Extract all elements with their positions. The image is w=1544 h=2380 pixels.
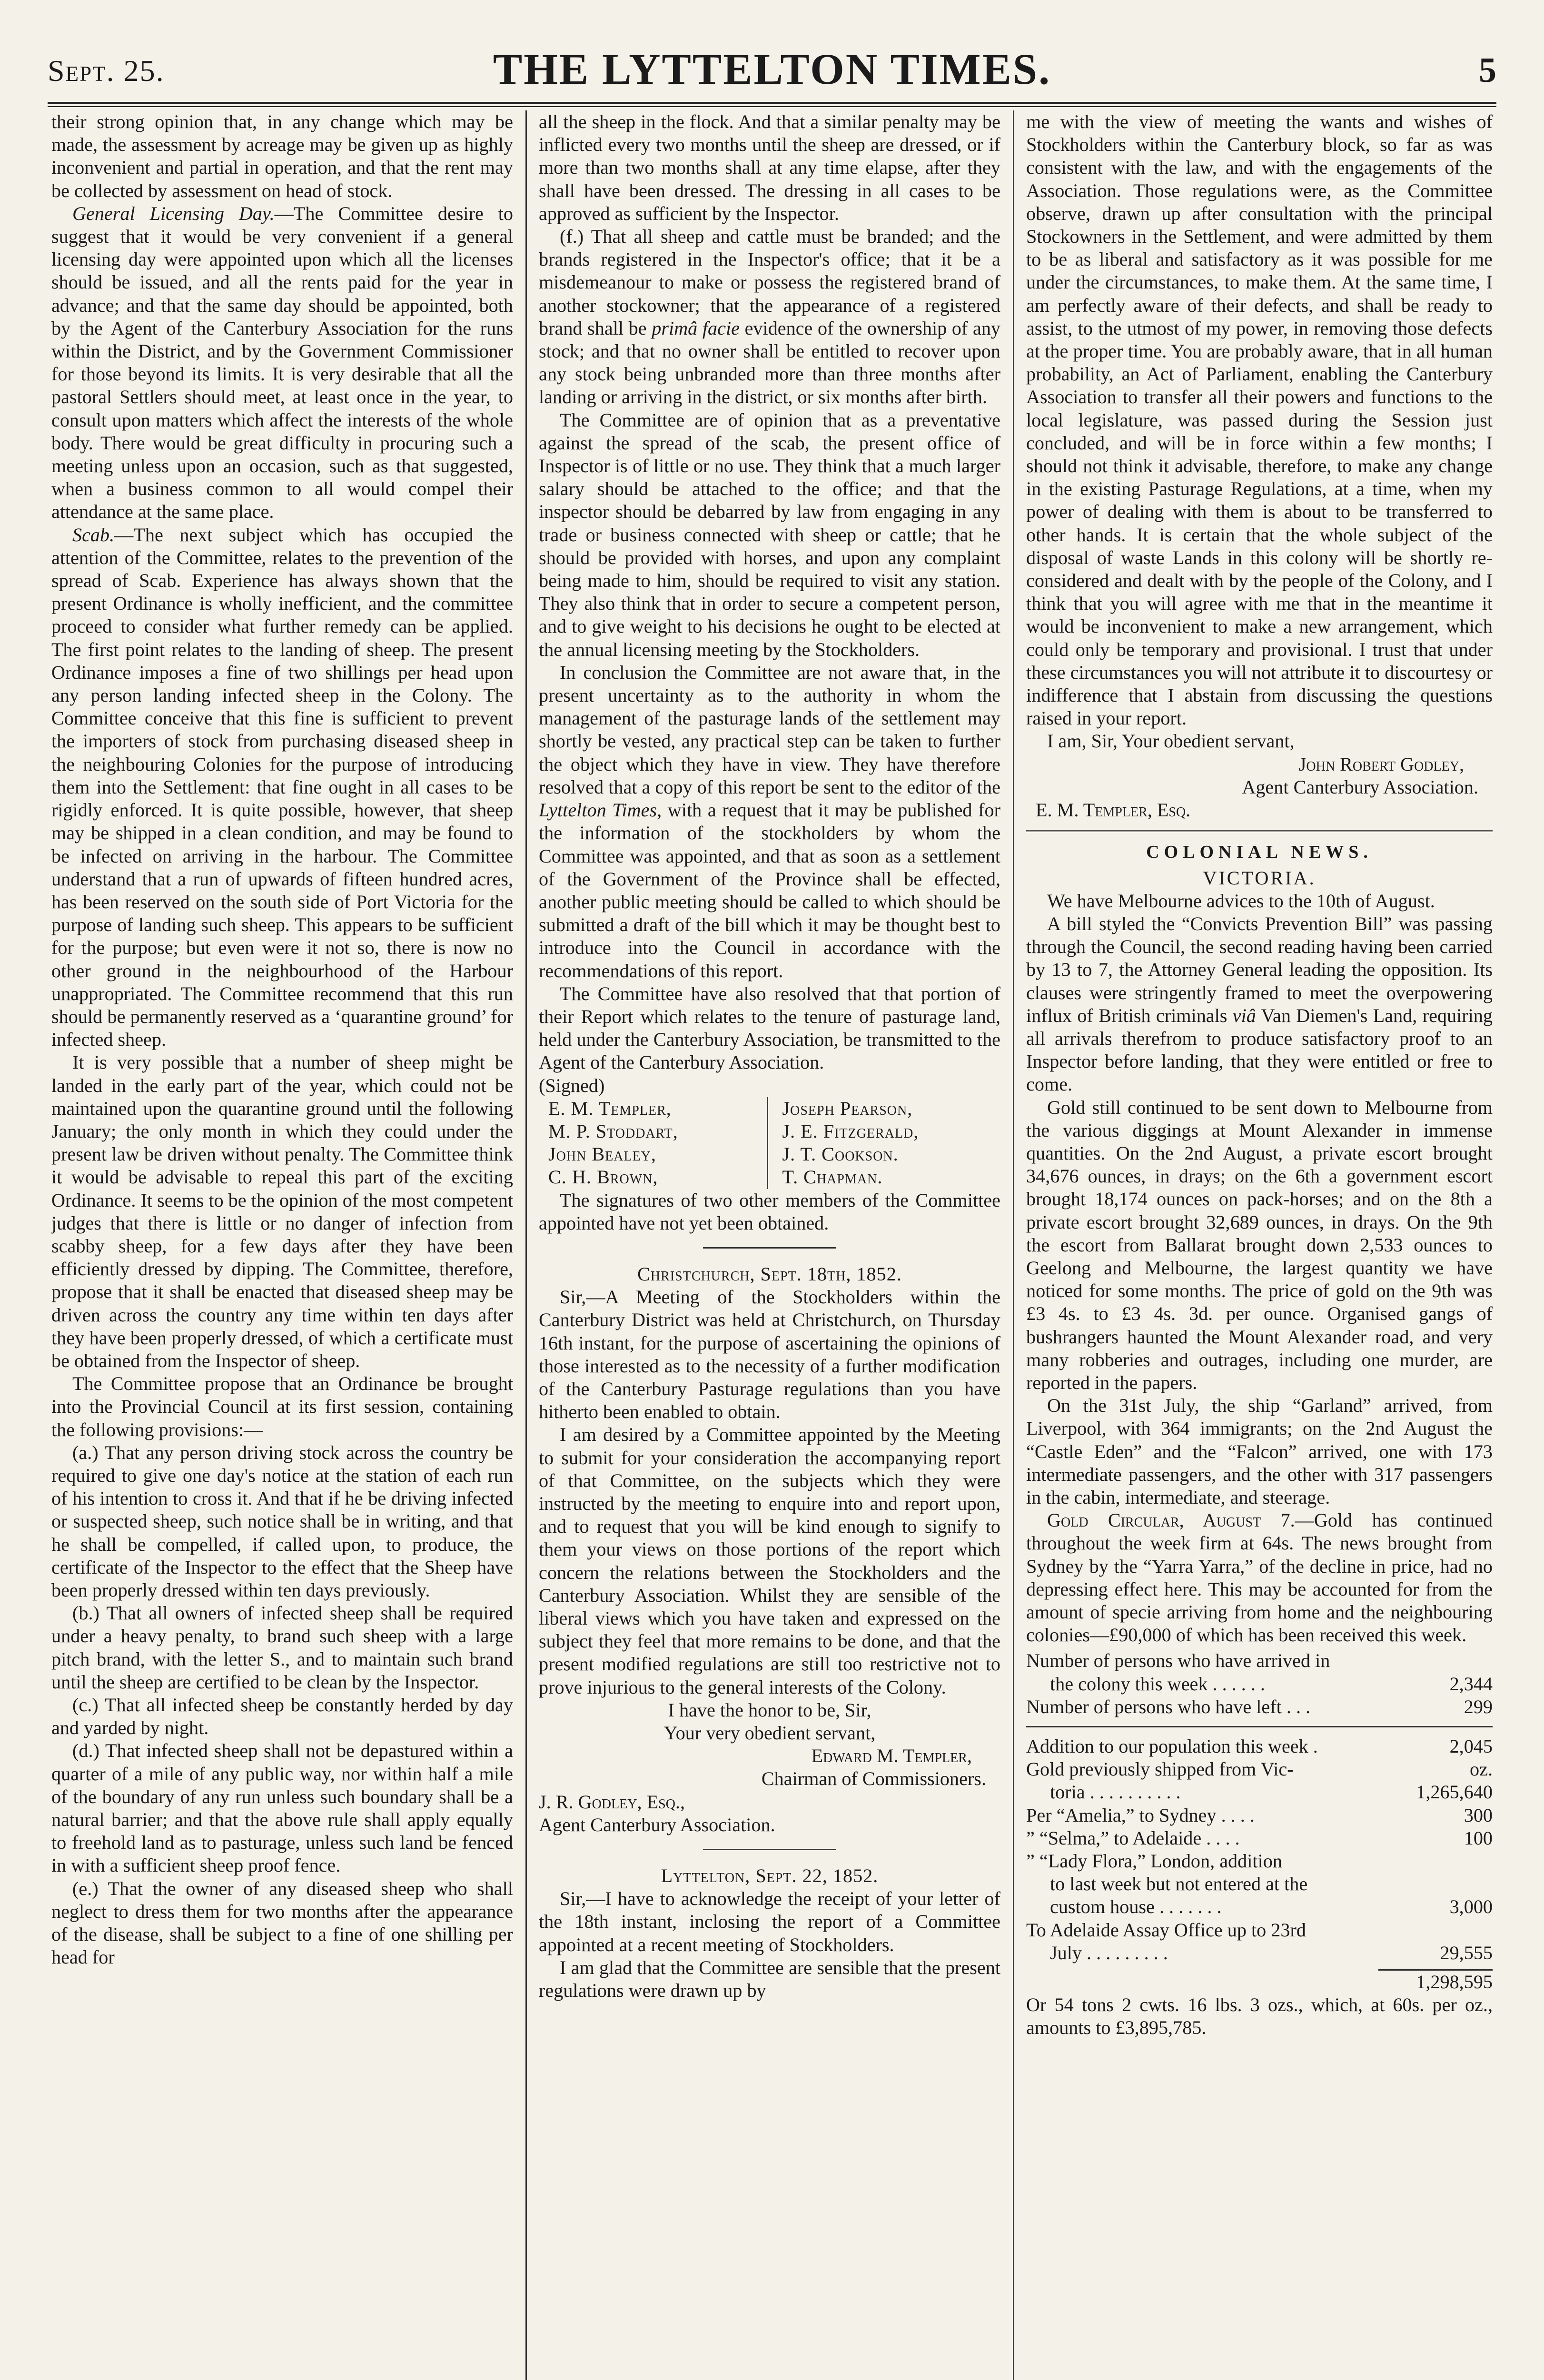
paragraph-text: Van Diemen's Land, requiring all arrivals therefrom to produce satisfactory proof to an Inspector before landing, that they were entitled or free to come. bbox=[1026, 1004, 1493, 1095]
addressee-name: J. R. Godley, Esq., bbox=[539, 1791, 685, 1813]
stat-label: Per “Amelia,” to Sydney . . . . bbox=[1026, 1804, 1255, 1826]
stat-row bbox=[1026, 1804, 1493, 1827]
stat-row bbox=[1026, 1696, 1493, 1718]
signatory: E. M. Templer, bbox=[548, 1097, 672, 1119]
stat-label: Addition to our population this week . bbox=[1026, 1735, 1318, 1757]
stat-label: to last week but not entered at the bbox=[1050, 1873, 1308, 1895]
signatories-right bbox=[782, 1097, 1001, 1189]
column-divider bbox=[1013, 110, 1014, 2380]
paragraph: The Committee are of opinion that as a preventative against the spread of the scab, the present office of Inspector is of little or no use. They think that a much larger salary should be attached to the office; and that the inspector should be debarred by law from engaging in any trade or business connected with sheep or cattle; that he should be provided with horses, and upon any complaint being made to him, should be required to visit any station. They also think that in order to secure a competent person, and to give weight to his decisions he ought to be elected at the annual licensing meeting by the Stockholders. bbox=[539, 409, 1000, 660]
stat-label: ” “Lady Flora,” London, addition bbox=[1026, 1850, 1282, 1872]
letter-dateline: Lyttelton, Sept. 22, 1852. bbox=[661, 1865, 879, 1887]
signatory: J. T. Cookson. bbox=[782, 1143, 899, 1165]
letter-dateline: Christchurch, Sept. 18th, 1852. bbox=[637, 1263, 902, 1285]
paragraph bbox=[51, 524, 513, 1051]
paragraph: Sir,—A Meeting of the Stockholders within the Canterbury District was held at Christchurch, on Thursday 16th instant, for the purpose of ascertaining the opinions of those interested as to the necessity of a further modification of the Canterbury Pasturage regulations than you have hitherto been enabled to obtain. bbox=[539, 1286, 1000, 1423]
letter-close: Your very obedient servant, bbox=[663, 1722, 876, 1744]
signature-title: Chairman of Commissioners. bbox=[761, 1768, 986, 1790]
addressee-title: Agent Canterbury Association. bbox=[539, 1814, 775, 1835]
issue-date: Sept. 25. bbox=[48, 54, 165, 88]
paragraph-text: A bill styled the “Convicts Prevention Bill” was passing through the Council, the second reading having been carried by 13 to 7, the Attorney General leading the opposition. Its clauses were stringently framed to meet the overpowering influx of British criminals bbox=[1026, 912, 1493, 1026]
stat-total-row bbox=[1026, 1971, 1493, 1993]
provision-a: (a.) That any person driving stock across the country be required to give one day's notice at the station of each run of his intention to cross it. And that if he be driving infected or suspected sheep, such notice shall be in writing, and that he shall be compelled, if called upon, to produce, the certificate of the Inspector to the effect that the Sheep have been properly dressed within ten days previously. bbox=[51, 1441, 513, 1601]
letter-signature: Edward M. Templer, bbox=[811, 1745, 972, 1767]
signatory: John Bealey, bbox=[548, 1143, 656, 1165]
section-heading: COLONIAL NEWS. bbox=[1026, 830, 1493, 863]
paragraph: Or 54 tons 2 cwts. 16 lbs. 3 ozs., which, at 60s. per oz., amounts to £3,895,785. bbox=[1026, 1994, 1493, 2039]
stat-value: 29,555 bbox=[1440, 1942, 1493, 1964]
paragraph bbox=[1026, 912, 1493, 1096]
italic-text: viâ bbox=[1232, 1004, 1256, 1026]
stat-value: 2,344 bbox=[1449, 1673, 1493, 1695]
stat-total: 1,298,595 bbox=[1416, 1971, 1493, 1993]
letter-signature: John Robert Godley, bbox=[1298, 753, 1464, 775]
subheading: General Licensing Day. bbox=[72, 202, 275, 224]
paragraph-text: , with a request that it may be published for the information of the stockholders by whom the Committee was appointed, and that as soon as a settlement of the Government of the Province shall be effected, another public meeting should be called to which should be submitted a draft of the bill which it may be thought best to introduce into the Council in accordance with the recommendations of this report. bbox=[539, 799, 1000, 982]
paragraph: The signatures of two other members of the Committee appointed have not yet been obtained. bbox=[539, 1189, 1000, 1234]
paragraph: We have Melbourne advices to the 10th of August. bbox=[1047, 890, 1435, 912]
signatory: C. H. Brown, bbox=[548, 1166, 658, 1188]
column-3 bbox=[1026, 110, 1493, 2380]
stat-label: Number of persons who have left . . . bbox=[1026, 1696, 1311, 1717]
letter-close: I am, Sir, Your obedient servant, bbox=[1047, 730, 1295, 752]
paragraph: all the sheep in the flock. And that a similar penalty may be inflicted every two months until the sheep are dressed, or if more than two months shall at any time elapse, after they shall have been dressed. The dressing in all cases to be approved as sufficient by the Inspector. bbox=[539, 111, 1000, 224]
stat-row bbox=[1026, 1649, 1493, 1672]
signatories bbox=[548, 1097, 1000, 1189]
stat-row bbox=[1026, 1758, 1493, 1781]
paragraph: On the 31st July, the ship “Garland” arrived, from Liverpool, with 364 immigrants; on the 2nd August the “Castle Eden” and the “Falcon” arrived, one with 173 intermediate passengers, and the other with 317 passengers in the cabin, intermediate, and steerage. bbox=[1026, 1395, 1493, 1508]
italic-text: primâ facie bbox=[652, 317, 740, 339]
italic-text: Lyttelton Times bbox=[539, 799, 657, 821]
masthead bbox=[48, 44, 1496, 106]
paragraph bbox=[1026, 1509, 1493, 1646]
stat-label: Gold previously shipped from Vic- bbox=[1026, 1758, 1294, 1780]
newspaper-title: THE LYTTELTON TIMES. bbox=[493, 45, 1051, 93]
stat-row bbox=[1026, 1781, 1493, 1804]
stat-value bbox=[1393, 1850, 1493, 1873]
stat-row bbox=[1026, 1919, 1493, 1942]
paragraph-text: —The Committee desire to suggest that it would be very convenient if a general licensing day were appointed upon which all the licenses should be issued, and all the rents paid for the year in advance; and that the same day should be appointed, both by the Agent of the Canterbury Association for the runs within the District, and by the Government Commissioner for those beyond its limits. It is very desirable that all the pastoral Settlers should meet, at least once in the year, to consult upon matters which affect the interests of the whole body. There would be great difficulty in procuring such a meeting unless upon an occasion, such as that suggested, when a business common to all would compel their attendance at the same place. bbox=[51, 202, 513, 523]
stat-row bbox=[1026, 1850, 1493, 1873]
table-divider bbox=[1026, 1726, 1493, 1727]
masthead-rule bbox=[48, 102, 1496, 104]
stat-label: ” “Selma,” to Adelaide . . . . bbox=[1026, 1827, 1240, 1849]
paragraph-text: —Gold has continued throughout the week firm at 64s. The news brought from Sydney by the “Yarra Yarra,” of the decline in price, had no depressing effect here. This may be accounted for from the amount of specie arriving from home and the neighbouring colonies—£90,000 of which has been received this week. bbox=[1026, 1509, 1493, 1646]
column-2 bbox=[539, 110, 1000, 2380]
stat-value bbox=[1393, 1873, 1493, 1895]
stat-value bbox=[1393, 1919, 1493, 1942]
stat-value: 2,045 bbox=[1449, 1735, 1493, 1757]
paragraph: The Committee have also resolved that that portion of their Report which relates to the tenure of pasturage land, held under the Canterbury Association, be transmitted to the Agent of the Canterbury Association. bbox=[539, 982, 1000, 1073]
paragraph: their strong opinion that, in any change which may be made, the assessment by acreage may be given up as highly inconvenient and partial in operation, and that the rent may be collected by assessment on head of stock. bbox=[51, 111, 513, 201]
stat-value: 299 bbox=[1464, 1696, 1493, 1717]
stats-table-2 bbox=[1026, 1735, 1493, 1993]
stat-label: the colony this week . . . . . . bbox=[1050, 1673, 1266, 1695]
paragraph: I am glad that the Committee are sensible that the present regulations were drawn up by bbox=[539, 1956, 1000, 2002]
stat-row bbox=[1026, 1827, 1493, 1850]
paragraph-text: —The next subject which has occupied the attention of the Committee, relates to the prevention of the spread of Scab. Experience has always shown that the present Ordinance is wholly inefficient, and the committee proceed to consider what further remedy can be applied. The first point relates to the landing of sheep. The present Ordinance imposes a fine of two shillings per head upon any person landing infected sheep in the Colony. The Committee conceive that this fine is sufficient to prevent the importers of stock from purchasing diseased sheep in the neighbouring Colonies for the purpose of introducing them into the Settlement: that fine ought in all cases to be rigidly enforced. It is quite possible, however, that sheep may be shipped in a clean condition, and may be found to be infected on arriving in the harbour. The Committee understand that a run of upwards of fifteen hundred acres, has been reserved on the south side of Port Victoria for the purpose of landing such sheep. This appears to be sufficient for the purpose; but even were it not so, there is now no other ground in the neighbourhood of the Harbour unappropriated. The Committee recommend that this run should be permanently reserved as a ‘quarantine ground’ for infected sheep. bbox=[51, 524, 513, 1051]
paragraph: I am desired by a Committee appointed by the Meeting to submit for your consideration the accompanying report of that Committee, on the subjects which they were instructed by the meeting to enquire into and report upon, and to request that you will be kind enough to signify to them your views on those portions of the report which concern the relations between the Stockholders and the Canterbury Association. Whilst they are sensible of the liberal views which you have taken and expressed on the subject they feel that more remains to be done, and that the present modified regulations are still too restrictive not to prove injurious to the general interests of the Colony. bbox=[539, 1424, 1000, 1698]
stat-label: To Adelaide Assay Office up to 23rd bbox=[1026, 1919, 1306, 1941]
stat-value: 3,000 bbox=[1449, 1896, 1493, 1918]
stat-label: toria . . . . . . . . . . bbox=[1050, 1781, 1181, 1803]
signatory: M. P. Stoddart, bbox=[548, 1120, 678, 1142]
section-divider bbox=[703, 1247, 836, 1249]
signatories-left bbox=[548, 1097, 768, 1189]
masthead-rule-thin bbox=[48, 106, 1496, 107]
stat-row bbox=[1026, 1873, 1493, 1895]
provision-b: (b.) That all owners of infected sheep shall be required under a heavy penalty, to brand such sheep with a large pitch brand, with the letter S., and to maintain such brand until the sheep are certified to be clean by the Inspector. bbox=[51, 1602, 513, 1693]
signatory: Joseph Pearson, bbox=[782, 1097, 913, 1119]
stat-row bbox=[1026, 1735, 1493, 1758]
paragraph bbox=[51, 202, 513, 524]
stat-value bbox=[1393, 1649, 1493, 1672]
paragraph-text: (f.) That all sheep and cattle must be branded; and the brands registered in the Inspector's office; that it be a misdemeanour to make or possess the registered brand of another stockowner; that the appearance of a registered brand shall be bbox=[539, 226, 1000, 339]
stat-row bbox=[1026, 1942, 1493, 1964]
paragraph: Gold still continued to be sent down to Melbourne from the various diggings at Mount Alexander in immense quantities. On the 2nd August, a private escort brought 34,676 ounces, in drays; on the 6th a government escort brought 18,174 ounces on pack-horses; and on the 8th a private escort brought 32,689 ounces, in drays. On the 9th the escort from Ballarat brought down 2,533 ounces to Geelong and Melbourne, the largest quantity we have noticed for some months. The price of gold on the 9th was £3 4s. to £3 4s. 3d. per ounce. Organised gangs of bushrangers haunted the Mount Alexander road, and very many robberies and outrages, including one murder, are reported in the papers. bbox=[1026, 1096, 1493, 1393]
stat-label: custom house . . . . . . . bbox=[1050, 1896, 1222, 1918]
column-1 bbox=[51, 110, 513, 2380]
stat-label: July . . . . . . . . . bbox=[1050, 1942, 1168, 1964]
paragraph-text: evidence of the ownership of any stock; and that no owner shall be entitled to recover upon any stock being unbranded more than three months after landing or arriving in the district, or six months after birth. bbox=[539, 317, 1000, 408]
subheading: Scab. bbox=[72, 524, 115, 545]
stats-table-1 bbox=[1026, 1649, 1493, 1718]
letter-close: I have the honor to be, Sir, bbox=[668, 1699, 871, 1721]
section-divider bbox=[703, 1849, 836, 1850]
provision-d: (d.) That infected sheep shall not be depastured within a quarter of a mile of any public way, nor within half a mile of the boundary of any run unless such boundary shall be a natural barrier; and that the above rule shall apply equally to freehold land as to pasturage, unless such land be fenced in with a sufficient sheep proof fence. bbox=[51, 1740, 513, 1876]
signatory: J. E. Fitzgerald, bbox=[782, 1120, 919, 1142]
paragraph: me with the view of meeting the wants and wishes of Stockholders within the Canterbury block, so far as was consistent with the law, and with the engagements of the Association. Those regulations were, as the Committee observe, drawn up after consultation with the principal Stockowners in the Settlement, and were admitted by them to be as liberal and satisfactory as it was possible for me under the circumstances, to make them. At the same time, I am perfectly aware of their defects, and shall be ready to assist, to the utmost of my power, in removing those defects at the proper time. You are probably aware, that in all human probability, an Act of Parliament, enabling the Canterbury Association to transfer all their powers and functions to the local legislature, was passed during the Session just concluded, and will be in force within a few months; I should not think it advisable, therefore, to make any change in the existing Pasturage Regulations, at a time, when my power of dealing with them is about to be transferred to other hands. It is certain that the whole subject of the disposal of waste Lands in this colony will be shortly re-considered and dealt with by the people of the Colony, and I think that you will agree with me that in the meantime it would be inconvenient to make a new arrangement, which could only be temporary and provisional. I trust that under these circumstances you will not attribute it to discourtesy or indifference that I abstain from discussing the questions raised in your report. bbox=[1026, 111, 1493, 729]
stat-row bbox=[1026, 1673, 1493, 1696]
letter-addressee: E. M. Templer, Esq. bbox=[1036, 799, 1191, 821]
paragraph bbox=[539, 661, 1000, 982]
provision-f bbox=[539, 225, 1000, 409]
stat-value: oz. bbox=[1470, 1758, 1493, 1780]
stat-value: 300 bbox=[1464, 1804, 1493, 1826]
paragraph: It is very possible that a number of sheep might be landed in the early part of the year, which could not be maintained upon the quarantine ground until the following January; the only month in which they could under the present law be driven without penalty. The Committee think it would be advisable to repeal this part of the exciting Ordinance. It seems to be the opinion of the most competent judges that there is little or no danger of infection from scabby sheep, for a few days after they have been efficiently dressed by dipping. The Committee, therefore, propose that it shall be enacted that diseased sheep may be driven across the country any time within ten days after they have been properly dressed, of which a certificate must be obtained from the Inspector of sheep. bbox=[51, 1051, 513, 1371]
paragraph: The Committee propose that an Ordinance be brought into the Provincial Council at its first session, containing the following provisions:— bbox=[51, 1373, 513, 1440]
paragraph: Sir,—I have to acknowledge the receipt of your letter of the 18th instant, inclosing the report of a Committee appointed at a recent meeting of Stockholders. bbox=[539, 1888, 1000, 1955]
letter-addressee bbox=[539, 1791, 1000, 1814]
signed-label: (Signed) bbox=[539, 1074, 605, 1096]
provision-c: (c.) That all infected sheep be constantly herded by day and yarded by night. bbox=[51, 1694, 513, 1739]
page-number: 5 bbox=[1479, 51, 1496, 90]
paragraph-text: In conclusion the Committee are not aware that, in the present uncertainty as to the authority in whom the management of the pasturage lands of the settlement may shortly be vested, any practical step can be taken to further the object which they have in view. They have therefore resolved that a copy of this report be sent to the editor of the bbox=[539, 661, 1000, 798]
provision-e: (e.) That the owner of any diseased sheep who shall neglect to dress them for two months after the appearance of the disease, shall be subject to a fine of one shilling per head for bbox=[51, 1877, 513, 1968]
column-divider bbox=[525, 110, 527, 2380]
stat-value: 1,265,640 bbox=[1416, 1781, 1493, 1803]
stat-value: 100 bbox=[1464, 1827, 1493, 1849]
subsection-heading: VICTORIA. bbox=[1203, 867, 1316, 889]
signature-title: Agent Canterbury Association. bbox=[1242, 776, 1478, 798]
subheading: Gold Circular, August 7. bbox=[1047, 1509, 1295, 1531]
stat-label: Number of persons who have arrived in bbox=[1026, 1650, 1330, 1672]
signatory: T. Chapman. bbox=[782, 1166, 883, 1188]
stat-row bbox=[1026, 1895, 1493, 1918]
